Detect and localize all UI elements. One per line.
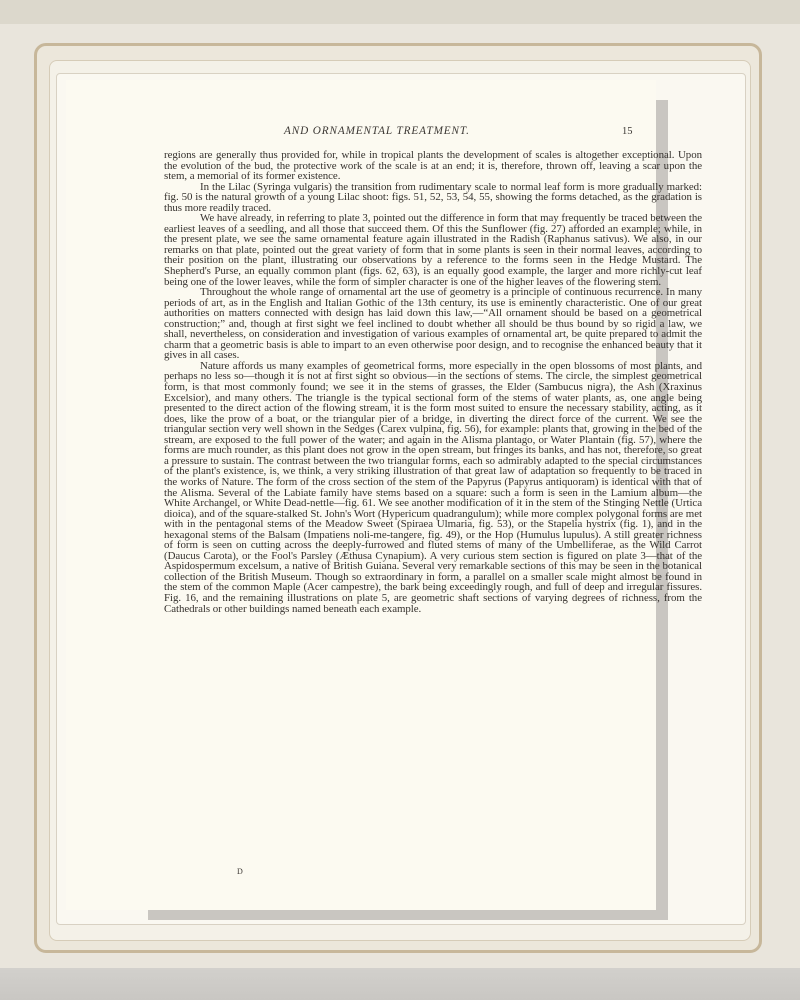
book-page [66,80,702,910]
paragraph: Nature affords us many examples of geometrical forms, more especially in the open blossoms of most plants, and perhaps no less so—though it is not at first sight so obvious—in the sections of stems. The circle, the simplest geometrical form, is that most commonly found; we see it in the stems of grasses, the Elder (Sambucus nigra), the Ash (Xraxinus Excelsior), and many others. The triangle is the typical sectional form of the stems of water plants, as, one angle being presented to the direct action of the flowing stream, it is the form most suited to ensure the necessary stability, acting, as it does, like the prow of a boat, or the triangular pier of a bridge, in diverting the direct force of the current. We see the triangular section very well shown in the Sedges (Carex vulpina, fig. 56), for example: plants that, growing in the bed of the stream, are exposed to the full power of the water; and again in the Alisma plantago, or Water Plantain (fig. 57), where the forms are much rounder, as this plant does not grow in the open stream, but fringes its banks, and has not, therefore, so great a pressure to sustain. The contrast between the two triangular forms, each so admirably adapted to the special circumstances of the plant's existence, is, we think, a very striking illustration of that great law of adaptation so frequently to be traced in the works of Nature. The form of the cross section of the stem of the Papyrus (Papyrus antiquoram) is identical with that of the Alisma. Several of the Labiate family have stems based on a square: such a form is seen in the Lamium album—the White Archangel, or White Dead-nettle—fig. 61. We see another modification of it in the stem of the Stinging Nettle (Urtica dioica), and of the square-stalked St. John's Wort (Hypericum quadrangulum); while more complex polygonal forms are met with in the pentagonal stems of the Meadow Sweet (Spiraea Ulmaria, fig. 53), or the Stapelia hystrix (fig. 1), and in the hexagonal stems of the Balsam (Impatiens noli-me-tangere, fig. 49), or the Hop (Humulus lupulus). A still greater richness of form is seen on cutting across the deeply-furrowed and fluted stems of many of the Umbelliferae, as the Wild Carrot (Daucus Carota), or the Fool's Parsley (Æthusa Cynapium). A very curious stem section is figured on plate 3—that of the Aspidospermum excelsum, a native of British Guiana. Several very remarkable sections of this may be seen in the botanical collection of the British Museum. Though so extraordinary in form, a parallel on a smaller scale might almost be found in the stem of the common Maple (Acer campestre), the bark being exceedingly rough, and full of deep and irregular fissures. Fig. 16, and the remaining illustrations on plate 5, are geometric shaft sections of varying degrees of richness, from the Cathedrals or other buildings named beneath each example. [164,359,702,615]
paragraph: regions are generally thus provided for, while in tropical plants the development of scales is altogether exceptional. Upon the evolution of the bud, the protective work of the scale is at an end; it is, therefore, thrown off, leaving a scar upon the stem, a memorial of its former existence. [164,149,702,183]
paragraph: We have already, in referring to plate 3, pointed out the difference in form that may frequently be traced between the earliest leaves of a seedling, and all those that succeed them. Of this the Sunflower (fig. 27) afforded an example; while, in the present plate, we see the same ornamental feature again illustrated in the Radish (Raphanus sativus). We also, in our remarks on that plate, pointed out the great variety of form that in some plants is seen in their normal leaves, according to their position on the plant, illustrating our observations by a reference to the forms seen in the Hedge Mustard. The Shepherd's Purse, an equally common plant (figs. 62, 63), is an equally good example, the larger and more richly-cut leaf being one of the lower leaves, while the form of simpler character is one of the higher leaves of the flowering stem. [164,212,702,288]
paragraph: In the Lilac (Syringa vulgaris) the transition from rudimentary scale to normal leaf form is more gradually marked: fig. 50 is the natural growth of a young Lilac shoot: figs. 51, 52, 53, 54, 55, showing the forms detached, as the gradation is thus more readily traced. [164,180,702,214]
page-number: 15 [622,126,633,137]
running-head: AND ORNAMENTAL TREATMENT. [284,125,470,137]
signature-mark: D [237,867,243,876]
body-text [164,150,702,614]
paragraph: Throughout the whole range of ornamental art the use of geometry is a principle of continuous recurrence. In many periods of art, as in the English and Italian Gothic of the 13th century, its use is eminently characteristic. One of our great authorities on matters connected with design has laid down this law,—“All ornament should be based on a geometrical construction;” and, though at first sight we feel inclined to doubt whether all should be thus bound by so rigid a law, we shall, nevertheless, on consideration and investigation of various examples of ornamental art, be quite prepared to admit the charm that a geometric basis is able to impart to an even otherwise poor design, and to recognise the enhanced beauty that it gives in all cases. [164,286,702,362]
top-toolbar-band [0,0,800,24]
bottom-status-band [0,968,800,1000]
